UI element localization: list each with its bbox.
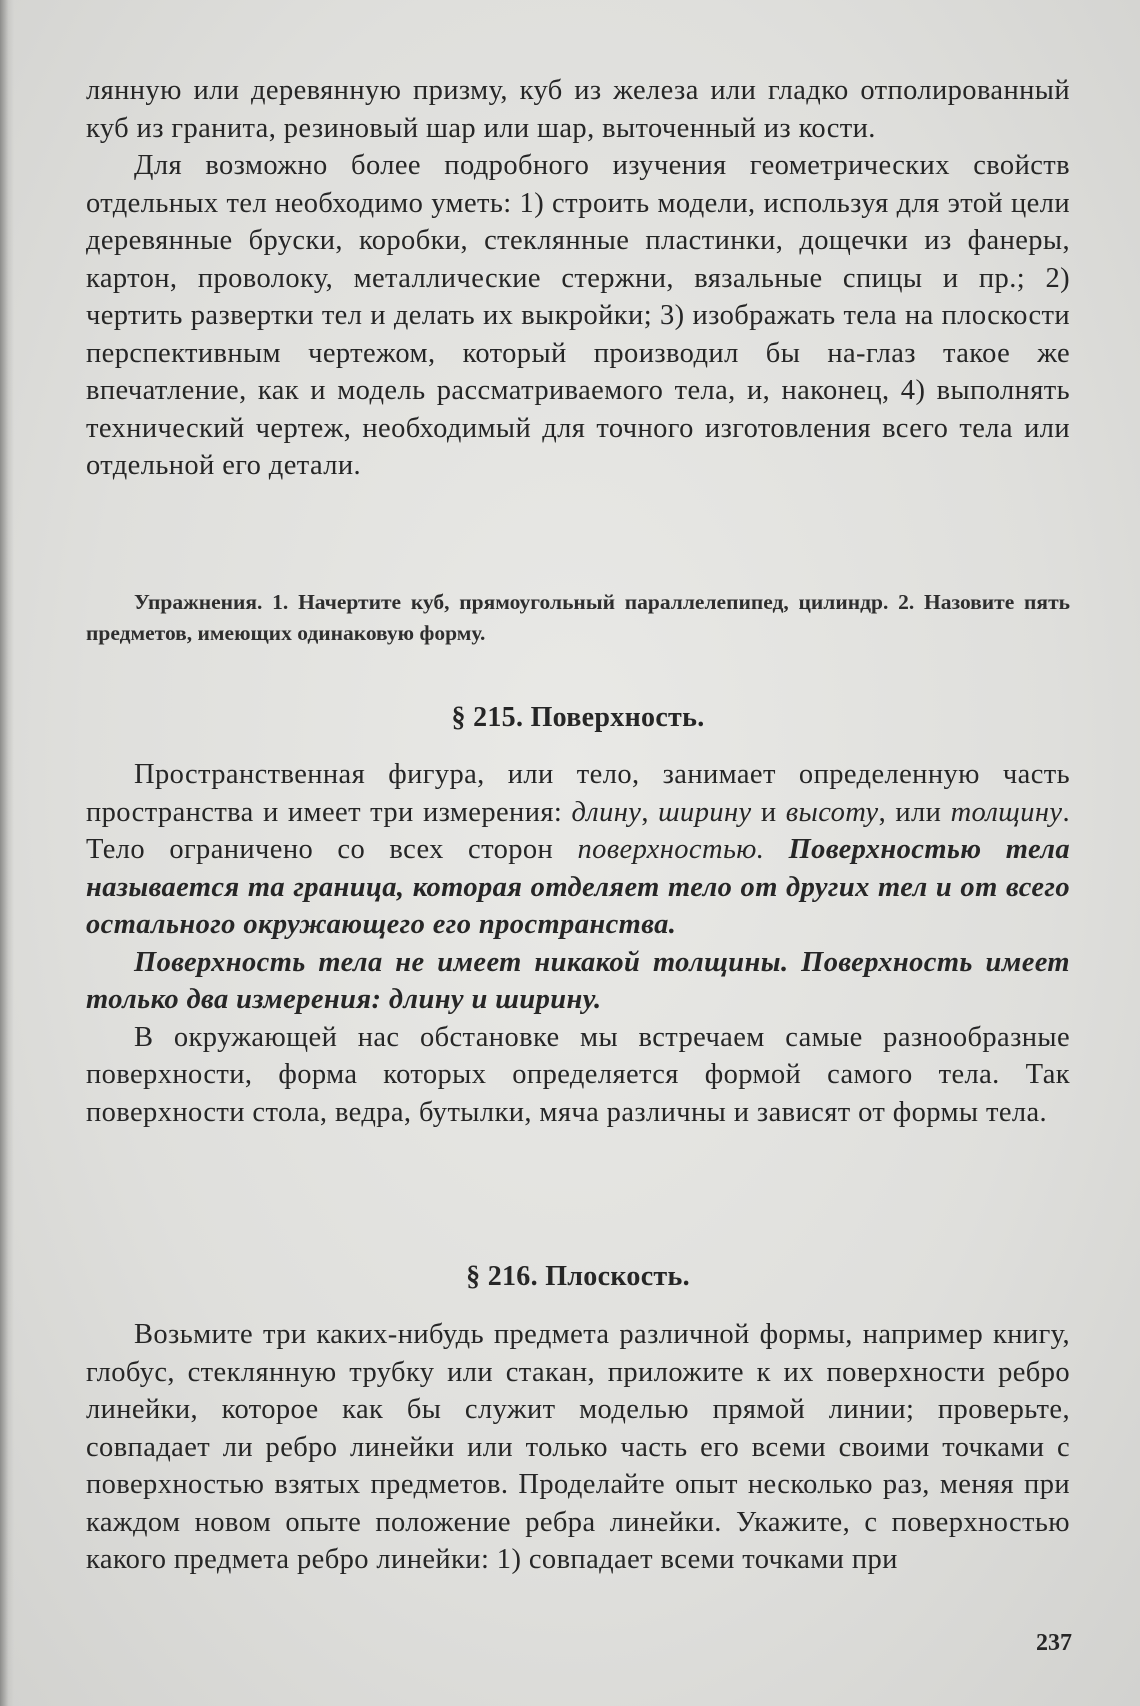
spine-shadow: [0, 0, 14, 1706]
term-surface: поверхностью.: [577, 834, 765, 865]
text-span: . Тело ограничено со всех сторон: [86, 796, 1070, 865]
text-span: ,: [641, 796, 659, 828]
section-215-body: [86, 756, 1070, 1131]
section-216-paragraph-1: Возьмите три каких-нибудь предмета различной формы, например книгу, глобус, стеклянную трубку или стакан, приложите к их поверхности ребро линейки, которое как бы служит моделью прямой линии; проверьте, совпадает ли ребро линейки или только часть его всеми своими точками с поверхностью взятых предметов. Проделайте опыт несколько раз, меняя при каждом новом опыте положение ребра линейки. Укажите, с поверхностью какого предмета ребро линейки: 1) совпадает всеми точками при: [86, 1319, 1070, 1575]
section-215-paragraph-2: Поверхность тела не имеет никакой толщины. Поверхность имеет только два измерения: длину и ширину.: [86, 946, 1070, 1015]
section-216-body: [86, 1316, 1070, 1579]
term-width: ширину: [658, 796, 752, 828]
top-text-block: [86, 72, 1070, 485]
text-span: , или: [878, 796, 951, 828]
section-216-heading-block: [86, 1261, 1070, 1293]
exercise-label: Упражнения. 1.: [134, 590, 289, 614]
section-216-title: § 216. Плоскость.: [466, 1261, 690, 1292]
section-215-title: § 215. Поверхность.: [451, 702, 705, 733]
text-span: и: [751, 796, 786, 828]
paragraph-continuation: лянную или деревянную призму, куб из железа или гладко отполированный куб из гранита, резиновый шар или шар, выточенный из кости.: [86, 75, 1070, 144]
exercise-text: [86, 587, 1070, 649]
section-215-paragraph-1: [86, 756, 1070, 944]
section-215-paragraph-3: В окружающей нас обстановке мы встречаем самые разнообразные поверхности, форма которых определяется формой самого тела. Так поверхности стола, ведра, бутылки, мяча различны и зависят от формы тела.: [86, 1021, 1070, 1128]
term-height: высоту: [785, 796, 879, 828]
page-number: 237: [1036, 1630, 1072, 1656]
term-thickness: толщину: [950, 796, 1063, 828]
surface-definition: Поверхностью тела называется та граница, которая отделяет тело от других тел и от всего остального окружающего его пространства.: [86, 834, 1070, 940]
text-span: Пространственная фигура, или тело, занимает определенную часть пространства и имеет три измерения:: [86, 759, 1070, 828]
exercise-block: [86, 587, 1070, 649]
paragraph-study-methods: Для возможно более подробного изучения геометрических свойств отдельных тел необходимо уметь: 1) строить модели, используя для этой цели деревянные бруски, коробки, стеклянные пластинки, дощечки из фанеры, картон, проволоку, металлические стержни, вязальные спицы и пр.; 2) чертить развертки тел и делать их выкройки; 3) изображать тела на плоскости перспективным чертежом, который производил бы на-глаз такое же впечатление, как и модель рассматриваемого тела, и, наконец, 4) выполнять технический чертеж, необходимый для точного изготовления всего тела или отдельной его детали.: [86, 150, 1070, 481]
section-215-heading-block: [86, 702, 1070, 734]
term-length: длину: [571, 796, 642, 828]
exercise-body: Начертите куб, прямоугольный параллелепипед, цилиндр. 2. Назовите пять предметов, имеющих одинаковую форму.: [86, 590, 1070, 645]
